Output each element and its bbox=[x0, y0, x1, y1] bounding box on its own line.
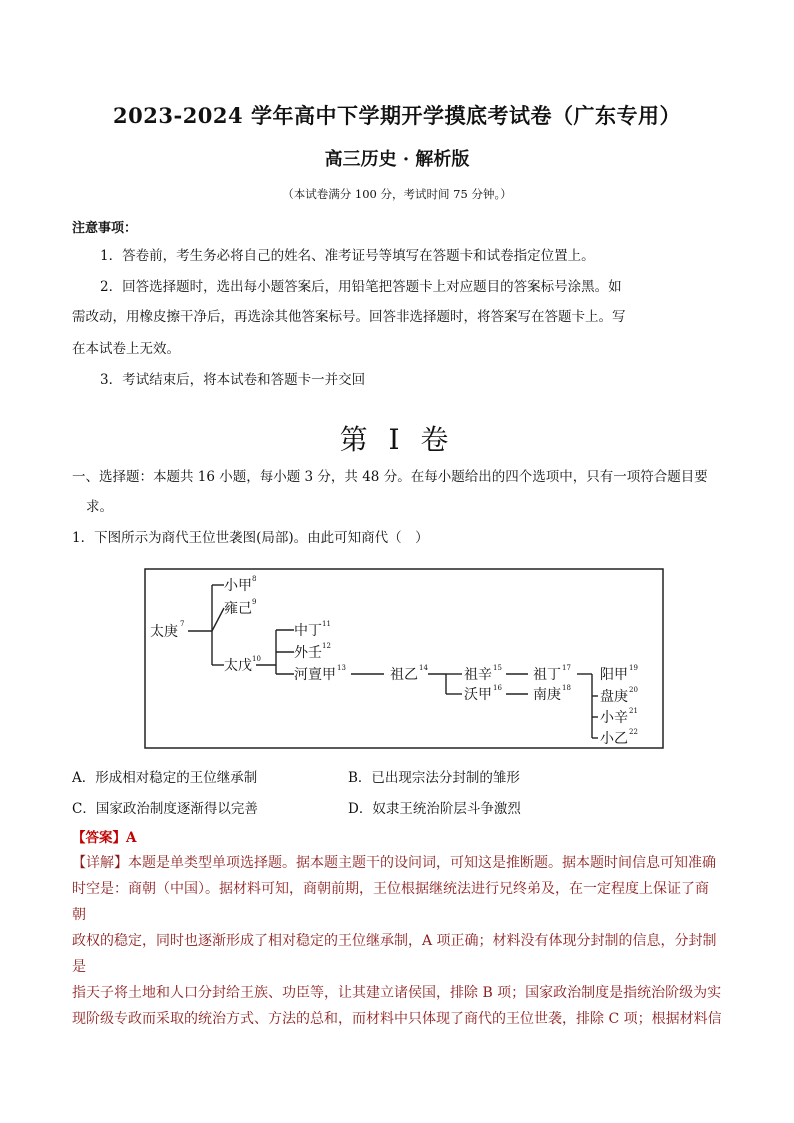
volume-title: 第 I 卷 bbox=[339, 423, 455, 456]
exam-subtitle: 高三历史 · 解析版 bbox=[324, 149, 470, 170]
king-taiwu: 太戊 bbox=[224, 658, 252, 674]
notice-item-2: 2．回答选择题时，选出每小题答案后，用铅笔把答题卡上对应题目的答案标号涂黑。如 bbox=[100, 279, 622, 295]
option-d: D．奴隶王统治阶层斗争激烈 bbox=[348, 801, 521, 817]
king-zuyi: 祖乙 bbox=[390, 667, 418, 683]
king-zuyi-num: 14 bbox=[419, 664, 428, 672]
king-zhongding: 中丁 bbox=[294, 623, 322, 639]
king-zuxin: 祖辛 bbox=[464, 667, 492, 683]
king-xiaojia-num: 8 bbox=[252, 575, 257, 583]
notice-item-3: 3．考试结束后，将本试卷和答题卡一并交回 bbox=[100, 372, 366, 388]
detail-line-4: 指天子将土地和人口分封给王族、功臣等，让其建立诸侯国，排除 B 项；国家政治制度是指统治阶级为实 bbox=[72, 985, 722, 1001]
section-line-2: 求。 bbox=[86, 499, 113, 515]
king-taigeng-num: 7 bbox=[180, 620, 185, 628]
section-line-1: 一、选择题：本题共 16 小题，每小题 3 分，共 48 分。在每小题给出的四个选项中，只有一项符合题目要 bbox=[72, 469, 708, 485]
option-a: A．形成相对稳定的王位继承制 bbox=[72, 770, 258, 786]
king-hedanjia: 河亶甲 bbox=[294, 667, 336, 683]
king-zuding: 祖丁 bbox=[533, 667, 561, 683]
king-taigeng: 太庚 bbox=[150, 624, 178, 640]
notice-item-2-end: 在本试卷上无效。 bbox=[72, 341, 180, 357]
king-zuxin-num: 15 bbox=[493, 664, 502, 672]
king-wairen-num: 12 bbox=[322, 642, 331, 650]
detail-line-1: 【详解】本题是单类型单项选择题。据本题主题干的设问词，可知这是推断题。据本题时间信息可知准确 bbox=[72, 855, 716, 871]
king-nangeng-num: 18 bbox=[562, 684, 571, 692]
exam-note: （本试卷满分 100 分，考试时间 75 分钟。） bbox=[282, 187, 512, 201]
exam-title: 2023-2024 学年高中下学期开学摸底考试卷（广东专用） bbox=[113, 103, 681, 128]
king-taiwu-num: 10 bbox=[252, 655, 261, 663]
notice-item-1: 1．答卷前，考生务必将自己的姓名、准考证号等填写在答题卡和试卷指定位置上。 bbox=[100, 248, 595, 264]
shang-succession-diagram bbox=[144, 568, 664, 750]
question-1-stem: 1．下图所示为商代王位世袭图(局部)。由此可知商代（ ） bbox=[72, 530, 429, 546]
notice-item-2-cont: 需改动，用橡皮擦干净后，再选涂其他答案标号。回答非选择题时，将答案写在答题卡上。写 bbox=[72, 309, 626, 325]
king-zuding-num: 17 bbox=[562, 664, 571, 672]
king-xiaoxin-num: 21 bbox=[629, 707, 638, 715]
king-nangeng: 南庚 bbox=[533, 687, 561, 703]
king-xiaojia: 小甲 bbox=[224, 578, 252, 594]
notice-heading: 注意事项： bbox=[72, 221, 138, 236]
section-heading bbox=[72, 462, 732, 522]
king-yangjia-num: 19 bbox=[629, 664, 638, 672]
king-wairen: 外壬 bbox=[294, 645, 322, 661]
king-yongji-num: 9 bbox=[252, 598, 257, 606]
king-pangeng-num: 20 bbox=[629, 686, 638, 694]
option-c: C．国家政治制度逐渐得以完善 bbox=[72, 801, 258, 817]
king-xiaoxin: 小辛 bbox=[600, 710, 628, 726]
king-yangjia: 阳甲 bbox=[600, 667, 628, 683]
king-wojia-num: 16 bbox=[493, 684, 502, 692]
detail-line-5: 现阶级专政而采取的统治方式、方法的总和，而材料中只体现了商代的王位世袭，排除 C 项；根据材料信 bbox=[72, 1011, 722, 1027]
king-pangeng: 盘庚 bbox=[600, 689, 628, 705]
king-zhongding-num: 11 bbox=[322, 620, 331, 628]
king-xiaoyi-num: 22 bbox=[629, 728, 638, 736]
king-wojia: 沃甲 bbox=[464, 687, 492, 703]
diagram-frame bbox=[145, 569, 663, 748]
answer-detail bbox=[72, 850, 722, 1032]
detail-line-3: 政权的稳定，同时也逐渐形成了相对稳定的王位继承制，A 项正确；材料没有体现分封制的信息，分封制是 bbox=[72, 933, 717, 975]
king-hedanjia-num: 13 bbox=[337, 664, 346, 672]
king-yongji: 雍己 bbox=[224, 601, 252, 617]
answer-label: 【答案】A bbox=[72, 830, 137, 846]
detail-line-2: 时空是：商朝（中国）。据材料可知，商朝前期，王位根据继统法进行兄终弟及，在一定程度上保证了商朝 bbox=[72, 881, 709, 923]
king-xiaoyi: 小乙 bbox=[600, 731, 628, 747]
option-b: B．已出现宗法分封制的雏形 bbox=[348, 770, 520, 786]
